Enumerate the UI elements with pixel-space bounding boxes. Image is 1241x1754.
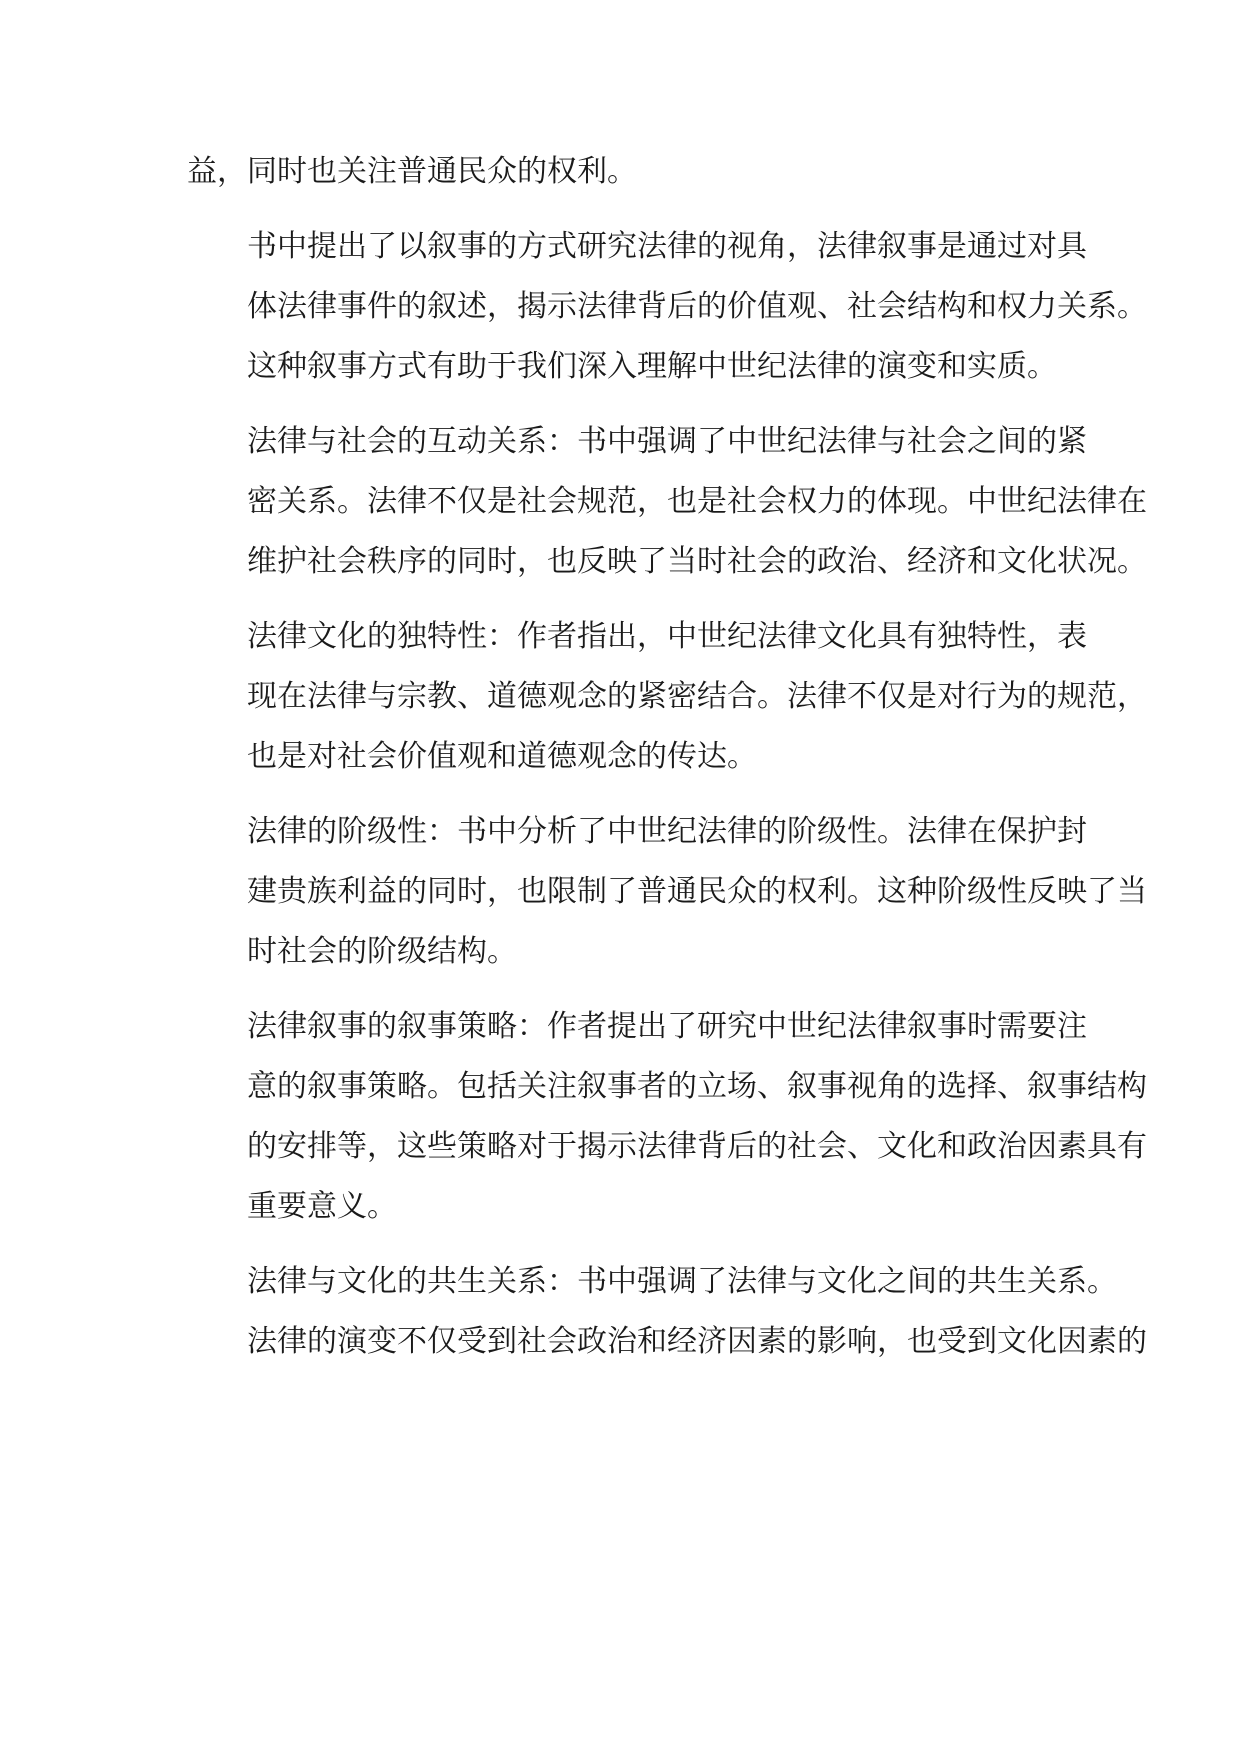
text-line: 时社会的阶级结构。 xyxy=(247,934,517,969)
text-line: 法律与文化的共生关系：书中强调了法律与文化之间的共生关系。 xyxy=(247,1264,1117,1299)
text-line: 维护社会秩序的同时，也反映了当时社会的政治、经济和文化状况。 xyxy=(247,544,1147,579)
text-line: 法律的阶级性：书中分析了中世纪法律的阶级性。法律在保护封 xyxy=(247,814,1087,849)
paragraph-2 xyxy=(187,217,1147,397)
text-line: 也是对社会价值观和道德观念的传达。 xyxy=(247,739,757,774)
text-line: 法律文化的独特性：作者指出，中世纪法律文化具有独特性，表 xyxy=(247,619,1087,654)
text-line: 的安排等，这些策略对于揭示法律背后的社会、文化和政治因素具有 xyxy=(247,1129,1147,1164)
text-line: 体法律事件的叙述，揭示法律背后的价值观、社会结构和权力关系。 xyxy=(247,289,1147,324)
paragraph-5 xyxy=(187,802,1147,982)
text-line: 这种叙事方式有助于我们深入理解中世纪法律的演变和实质。 xyxy=(247,349,1057,384)
document-body xyxy=(187,142,1147,1387)
text-line: 法律的演变不仅受到社会政治和经济因素的影响，也受到文化因素的 xyxy=(247,1324,1147,1359)
paragraph-1 xyxy=(187,142,1057,202)
text-line: 意的叙事策略。包括关注叙事者的立场、叙事视角的选择、叙事结构 xyxy=(247,1069,1147,1104)
text-line: 益，同时也关注普通民众的权利。 xyxy=(187,154,637,189)
text-line: 法律与社会的互动关系：书中强调了中世纪法律与社会之间的紧 xyxy=(247,424,1087,459)
paragraph-7 xyxy=(187,1252,1147,1372)
text-line: 建贵族利益的同时，也限制了普通民众的权利。这种阶级性反映了当 xyxy=(247,874,1147,909)
text-line: 重要意义。 xyxy=(247,1189,397,1224)
text-line: 密关系。法律不仅是社会规范，也是社会权力的体现。中世纪法律在 xyxy=(247,484,1147,519)
paragraph-6 xyxy=(187,997,1147,1237)
paragraph-3 xyxy=(187,412,1147,592)
text-line: 法律叙事的叙事策略：作者提出了研究中世纪法律叙事时需要注 xyxy=(247,1009,1087,1044)
text-line: 书中提出了以叙事的方式研究法律的视角，法律叙事是通过对具 xyxy=(247,229,1087,264)
text-line: 现在法律与宗教、道德观念的紧密结合。法律不仅是对行为的规范， xyxy=(247,679,1147,714)
paragraph-4 xyxy=(187,607,1147,787)
